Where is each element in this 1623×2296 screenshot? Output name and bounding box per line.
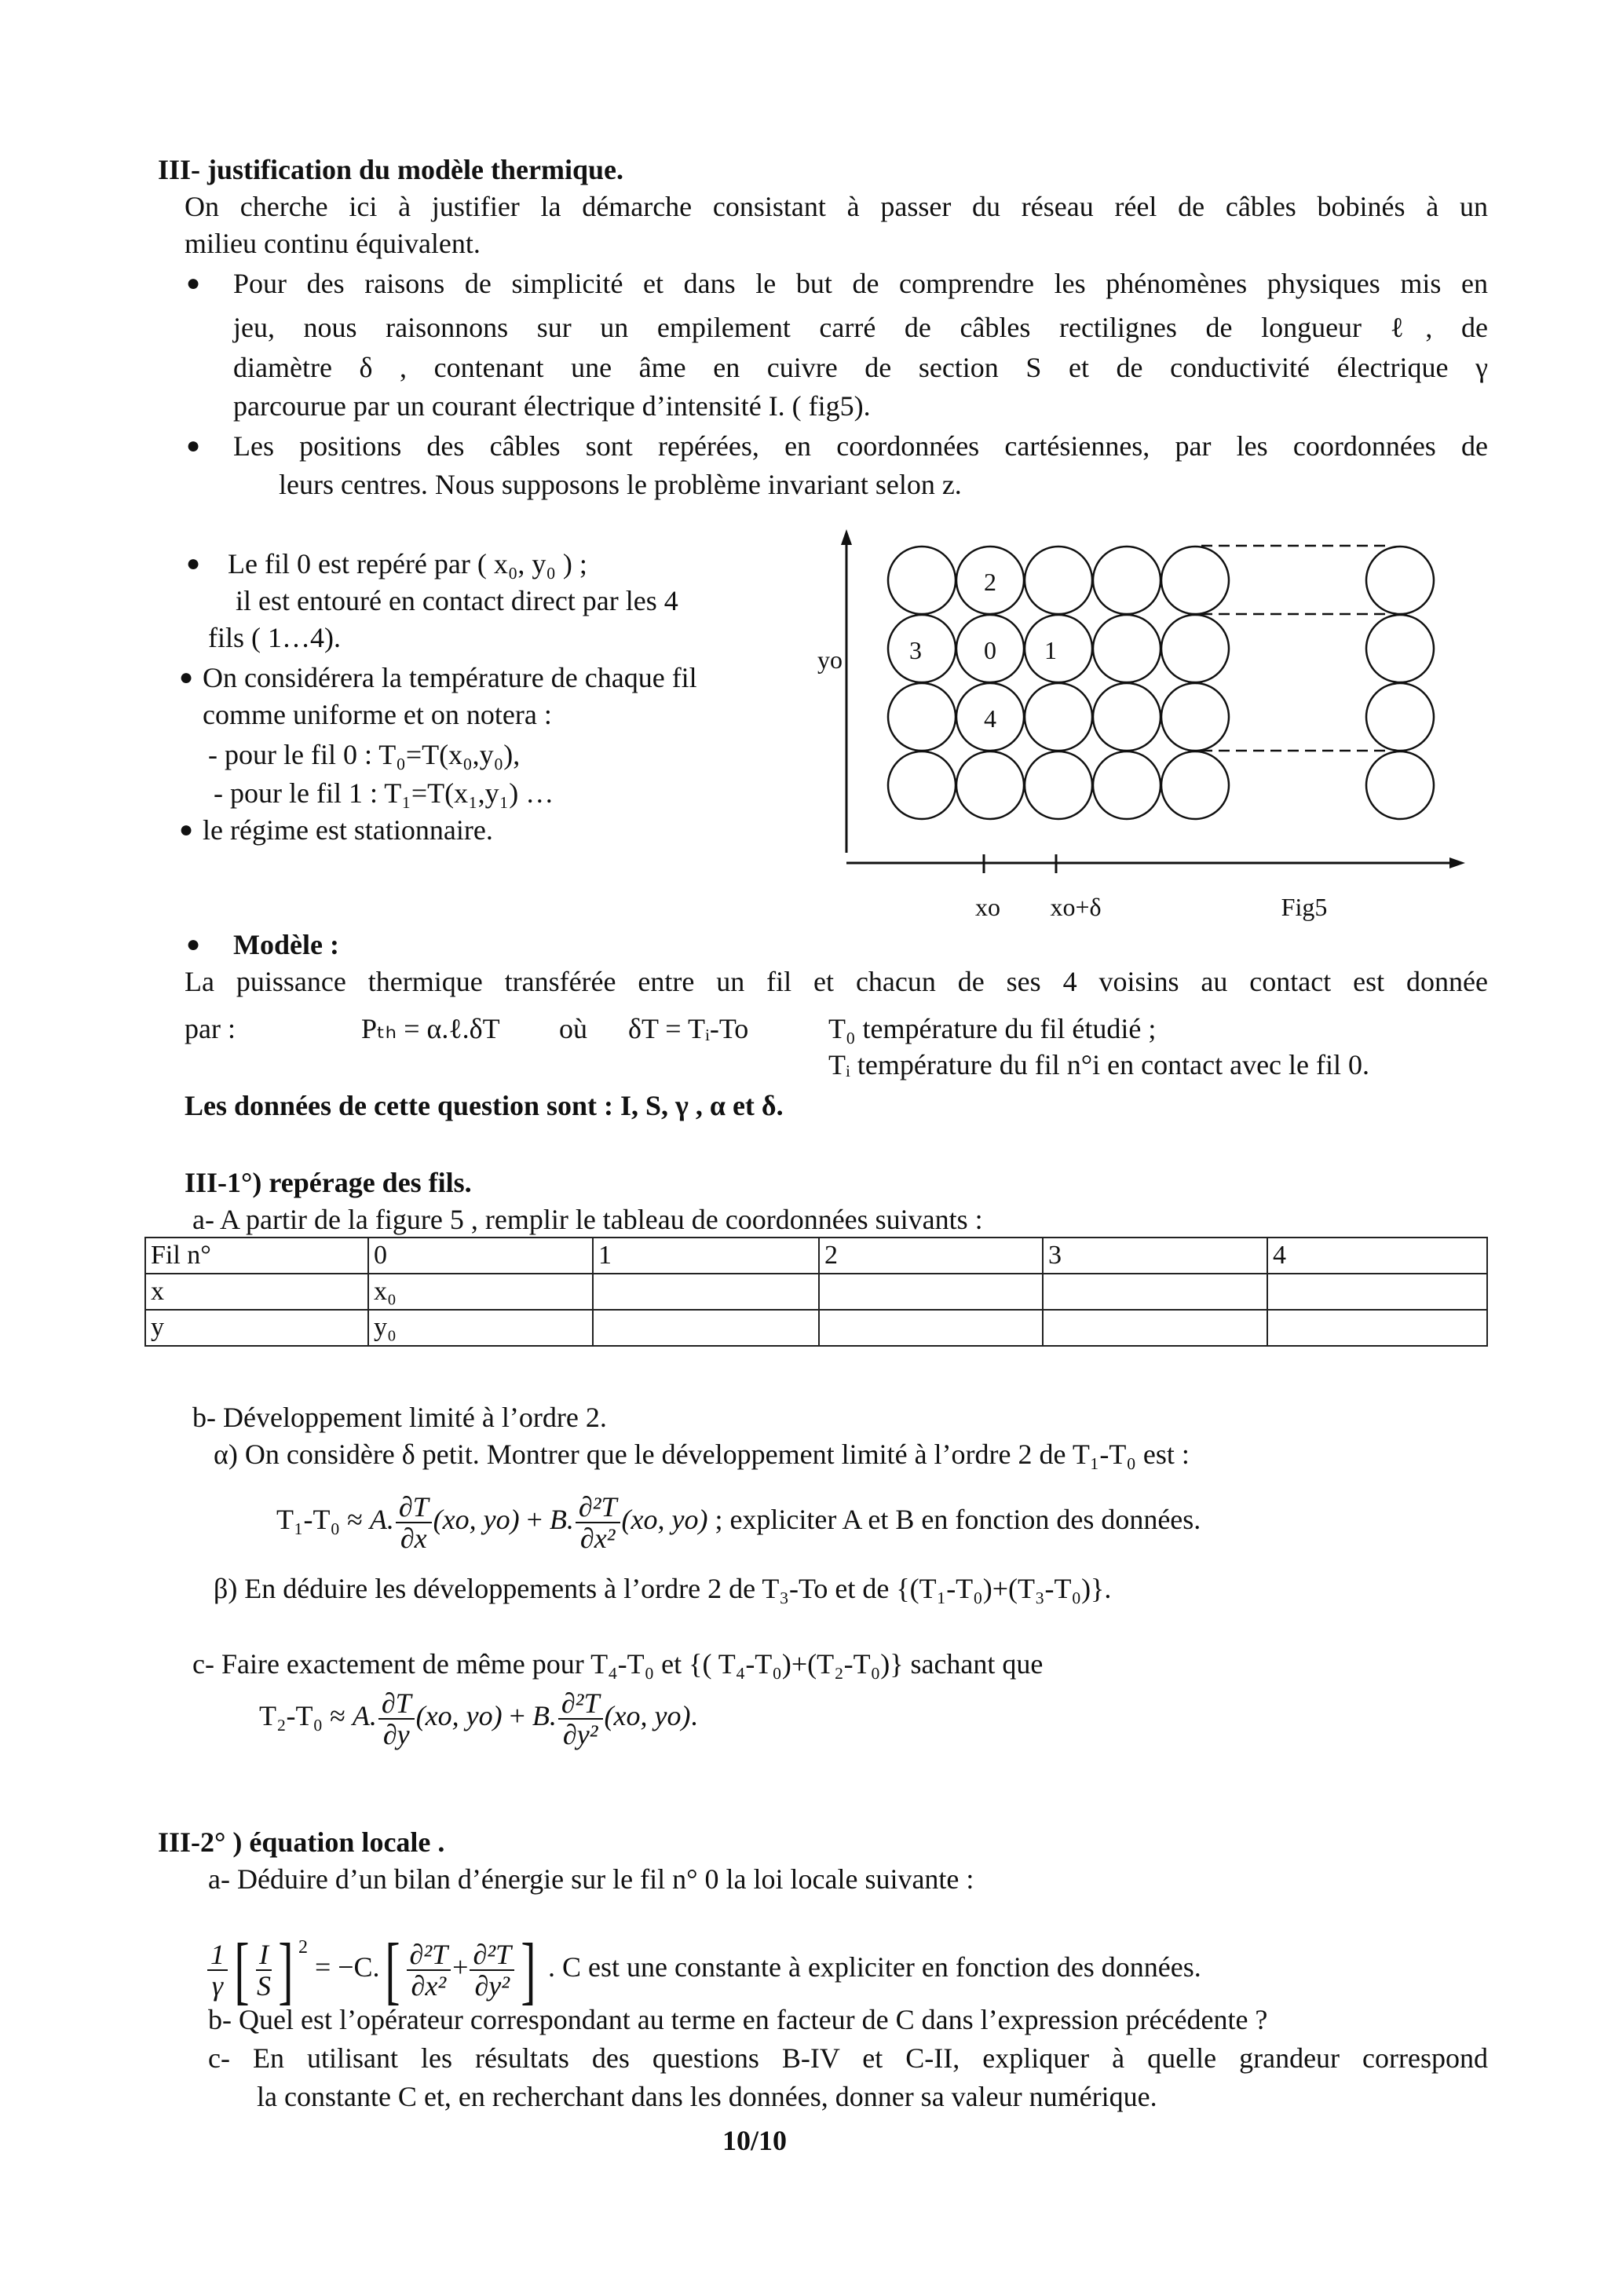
q1-title: III-1°) repérage des fils. — [185, 1167, 472, 1198]
bullet4-line: - pour le fil 0 : T₀=T(x₀,y₀), — [208, 739, 521, 770]
wire-label-2: 2 — [984, 568, 996, 596]
wire-circle — [888, 615, 956, 682]
model-formula: Pₜₕ = α.ℓ.δT — [361, 1013, 500, 1044]
wire-circle — [1161, 683, 1229, 751]
table-cell-empty[interactable] — [1267, 1274, 1487, 1310]
model-title: Modèle : — [233, 929, 339, 960]
data-line: Les données de cette question sont : I, S, γ , α et δ. — [185, 1090, 784, 1121]
wire-circle — [1025, 683, 1092, 751]
wire-circle — [1025, 751, 1092, 819]
intro-line-2: milieu continu équivalent. — [185, 228, 481, 259]
bullet3-line: fils ( 1…4). — [208, 622, 341, 653]
wire-circle — [1366, 683, 1434, 751]
table-cell-empty[interactable] — [593, 1310, 819, 1346]
figure-caption: Fig5 — [1281, 893, 1328, 921]
bullet4-line: comme uniforme et on notera : — [203, 699, 552, 730]
bullet3-line: Le fil 0 est repéré par ( x₀, y₀ ) ; — [228, 548, 587, 579]
wire-circle — [1161, 615, 1229, 682]
q1-a: a- A partir de la figure 5 , remplir le tableau de coordonnées suivants : — [192, 1204, 983, 1235]
tick-label-xo: xo — [975, 893, 1000, 921]
q2-a: a- Déduire d’un bilan d’énergie sur le fil n° 0 la loi locale suivante : — [208, 1863, 974, 1895]
coordinates-table — [144, 1237, 1488, 1347]
formula-local-law: $\frac{1}{\gamma}$ [ $\frac{I}{S}$ ] $^2$ = −C.[ $\frac{\text{∂²T}}{\text{∂x²}}$ + $\frac{\text{∂²T}}{\text{∂y²}}$ ] . C est une constante à expliciter en fonction des données. — [206, 1904, 1201, 2010]
table-cell-empty[interactable] — [1267, 1310, 1487, 1346]
formula-T1-T0: T₁-T₀ ≈ A. $\frac{\partial T}{\partial x}$ (xo, yo) + B. $\frac{\text{∂²T}}{\text{∂x²}}$ (xo, yo) ; expliciter A et B en fonction des données. — [276, 1490, 1201, 1554]
bullet-icon: ● — [186, 433, 201, 459]
table-cell-empty[interactable] — [1043, 1274, 1267, 1310]
bullet-icon: ● — [186, 270, 201, 296]
formula-T2-T0: T₂-T₀ ≈ A. $\frac{\partial T}{\partial y}$ (xo, yo) + B. $\frac{\text{∂²T}}{\text{∂y²}}$ (xo, yo). — [259, 1687, 698, 1750]
bullet-icon: ● — [186, 931, 201, 957]
q2-title: III-2° ) équation locale . — [158, 1826, 445, 1858]
bullet3-line: il est entouré en contact direct par les 4 — [236, 585, 678, 616]
table-cell: 4 — [1267, 1238, 1487, 1274]
bullet2-line: leurs centres. Nous supposons le problème invariant selon z. — [279, 469, 962, 500]
bullet1-line: parcourue par un courant électrique d’intensité I. ( fig5). — [233, 390, 871, 422]
page-number: 10/10 — [722, 2125, 788, 2156]
table-cell: 3 — [1043, 1238, 1267, 1274]
x-axis-arrow-icon — [1449, 857, 1465, 868]
wire-circle — [1366, 751, 1434, 819]
model-deltaT: δT = Tᵢ-To — [628, 1013, 749, 1044]
wire-circle — [1025, 615, 1092, 682]
wire-circle — [1366, 547, 1434, 614]
y-axis-label: yo — [817, 645, 843, 674]
bullet-icon: ● — [179, 664, 194, 690]
wire-label-3: 3 — [909, 636, 922, 664]
table-cell-empty[interactable] — [819, 1310, 1043, 1346]
model-ti: Tᵢ température du fil n°i en contact avec le fil 0. — [828, 1049, 1369, 1080]
bullet-icon: ● — [179, 817, 194, 843]
table-cell: x — [145, 1274, 368, 1310]
table-header-row — [145, 1238, 1487, 1274]
wire-circle — [888, 683, 956, 751]
table-cell: y — [145, 1310, 368, 1346]
intro-line-1: On cherche ici à justifier la démarche consistant à passer du réseau réel de câbles bobinés à un — [185, 191, 1488, 222]
wire-label-0: 0 — [984, 636, 996, 664]
q2-c-line1: c- En utilisant les résultats des questions B-IV et C-II, expliquer à quelle grandeur correspond — [208, 2042, 1488, 2074]
bullet4-line: - pour le fil 1 : T₁=T(x₁,y₁) … — [214, 777, 554, 809]
bullet2-line: Les positions des câbles sont repérées, en coordonnées cartésiennes, par les coordonnées de — [233, 430, 1488, 462]
model-par: par : — [185, 1013, 236, 1044]
q1-c: c- Faire exactement de même pour T₄-T₀ et {( T₄-T₀)+(T₂-T₀)} sachant que — [192, 1648, 1044, 1680]
wire-label-4: 4 — [984, 704, 996, 733]
bullet4-line: On considérera la température de chaque fil — [203, 662, 697, 693]
q2-b: b- Quel est l’opérateur correspondant au terme en facteur de C dans l’expression précédente ? — [208, 2004, 1268, 2035]
q2-c-line2: la constante C et, en recherchant dans les données, donner sa valeur numérique. — [257, 2081, 1157, 2112]
table-cell: 1 — [593, 1238, 819, 1274]
q1-b: b- Développement limité à l’ordre 2. — [192, 1402, 607, 1433]
q1-alpha: α) On considère δ petit. Montrer que le développement limité à l’ordre 2 de T₁-T₀ est : — [214, 1439, 1190, 1470]
table-row — [145, 1310, 1487, 1346]
model-ou: où — [559, 1013, 587, 1044]
table-cell-empty[interactable] — [1043, 1310, 1267, 1346]
wire-circle — [888, 751, 956, 819]
table-cell: Fil n° — [145, 1238, 368, 1274]
model-t0: T₀ température du fil étudié ; — [828, 1013, 1157, 1044]
table-cell: x₀ — [368, 1274, 593, 1310]
table-row — [145, 1274, 1487, 1310]
bullet1-line: Pour des raisons de simplicité et dans le but de comprendre les phénomènes physiques mis en — [233, 268, 1488, 299]
section-title: III- justification du modèle thermique. — [158, 154, 623, 185]
wire-circle — [1093, 615, 1161, 682]
bullet1-line: diamètre δ , contenant une âme en cuivre de section S et de conductivité électrique γ — [233, 352, 1488, 383]
bullet5-line: le régime est stationnaire. — [203, 814, 493, 846]
model-line: La puissance thermique transférée entre un fil et chacun de ses 4 voisins au contact est donnée — [185, 966, 1488, 997]
tick-label-xo-delta: xo+δ — [1050, 893, 1102, 921]
table-cell: y₀ — [368, 1310, 593, 1346]
bullet-icon: ● — [186, 550, 201, 576]
wire-circle — [888, 547, 956, 614]
q1-beta: β) En déduire les développements à l’ordre 2 de T₃-To et de {(T₁-T₀)+(T₃-T₀)}. — [214, 1573, 1112, 1604]
wire-circle — [1093, 751, 1161, 819]
table-cell-empty[interactable] — [819, 1274, 1043, 1310]
wire-circle — [1093, 683, 1161, 751]
wire-circle — [1366, 615, 1434, 682]
wire-circle — [1093, 547, 1161, 614]
bullet1-line: jeu, nous raisonnons sur un empilement carré de câbles rectilignes de longueur ℓ, de — [233, 312, 1488, 343]
wire-circle — [956, 751, 1024, 819]
wire-circle — [1161, 751, 1229, 819]
table-cell: 2 — [819, 1238, 1043, 1274]
wire-circle — [1025, 547, 1092, 614]
wire-label-1: 1 — [1044, 636, 1057, 664]
table-cell-empty[interactable] — [593, 1274, 819, 1310]
wire-circle — [1161, 547, 1229, 614]
y-axis-arrow-icon — [841, 529, 852, 545]
fig5-diagram — [0, 0, 1623, 942]
table-cell: 0 — [368, 1238, 593, 1274]
